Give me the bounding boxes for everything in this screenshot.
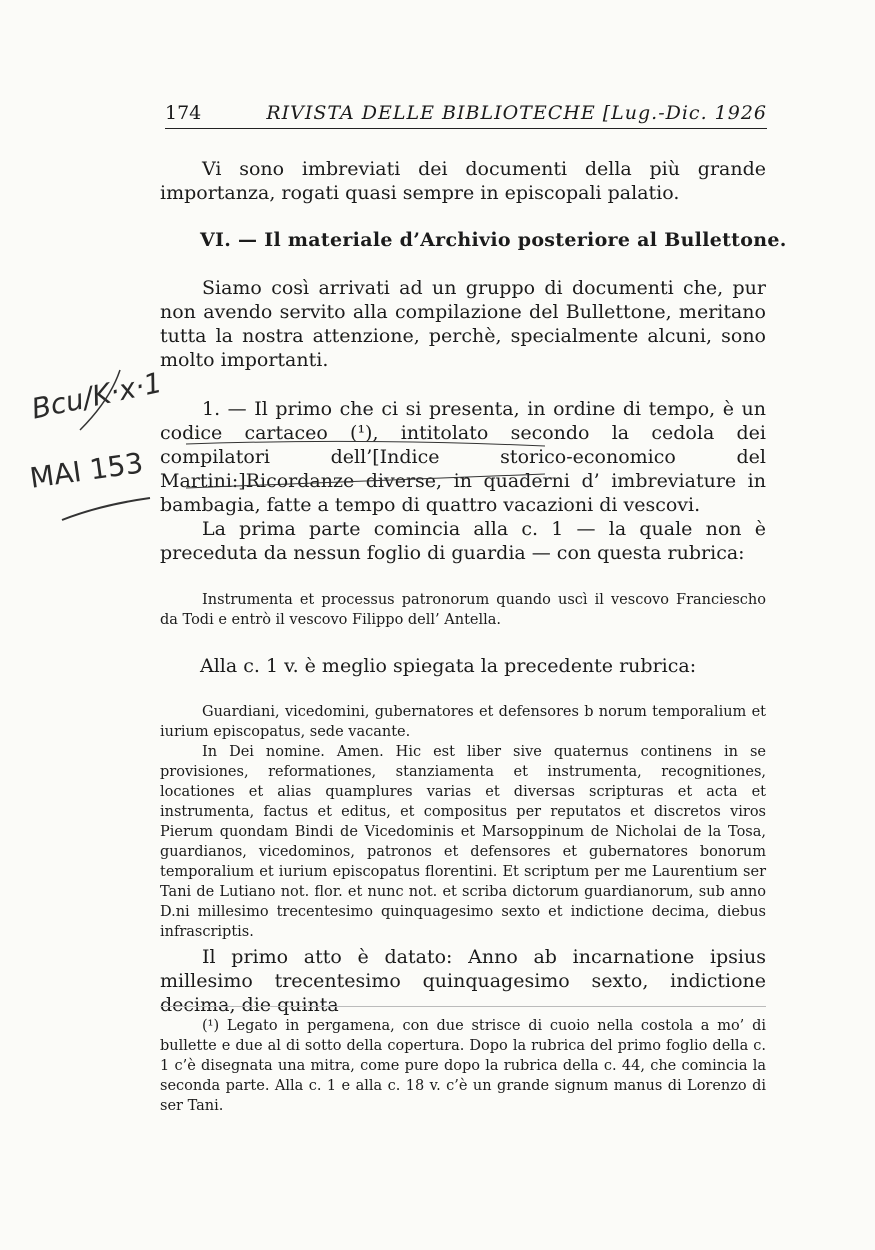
paragraph-1: Vi sono imbreviati dei documenti della più grande importanza, rogati quasi sempre in episcopali palatio. <box>160 158 766 204</box>
running-title: RIVISTA DELLE BIBLIOTECHE [Lug.-Dic. 1926 <box>266 102 767 124</box>
handwritten-note-number: MAI 153 <box>27 446 146 495</box>
paragraph-5: Alla c. 1 v. è meglio spiegata la precedente rubrica: <box>200 655 697 677</box>
running-header <box>165 98 767 129</box>
page-number: 174 <box>165 102 202 124</box>
footnote-separator <box>160 1006 766 1007</box>
paragraph-6: Il primo atto è datato: Anno ab incarnatione ipsius millesimo trecentesimo quinquagesimo sexto, indictione decima, die quinta <box>160 946 766 1016</box>
paragraph-3: 1. — Il primo che ci si presenta, in ordine di tempo, è un codice cartaceo (¹), intitolato secondo la cedola dei compilatori dell’[Indice storico-economico del Martini:]Ricordanze diverse, in quaderni d’ imbreviature in bambagia, fatte a tempo di quattro vacazioni di vescovi. <box>160 398 766 516</box>
paragraph-4: La prima parte comincia alla c. 1 — la quale non è preceduta da nessun foglio di guardia — con questa rubrica: <box>160 518 766 564</box>
handwritten-note-shelfmark: Bcu/K·x·1 <box>28 365 165 426</box>
paragraph-2: Siamo così arrivati ad un gruppo di documenti che, pur non avendo servito alla compilazione del Bullettone, meritano tutta la nostra attenzione, perchè, specialmente alcuni, sono molto importanti. <box>160 277 766 371</box>
quote-latin: In Dei nomine. Amen. Hic est liber sive quaternus continens in se provisiones, reformationes, stanziamenta et instrumenta, recognitiones, locationes et alias quamplures varias et diversas scripturas et acta et instrumenta, factus et editus, et compositus per reputatos et discretos viros Pierum quondam Bindi de Vicedominis et Marsoppinum de Nicholai de la Tosa, guardianos, vicedominos, patronos et defensores et gubernatores bonorum temporalium et iurium episcopatus florentini. Et scriptum per me Laurentium ser Tani de Lutiano not. flor. et nunc not. et scriba dictorum guardianorum, sub anno D.ni millesimo trecentesimo quinquagesimo sexto et indictione decima, diebus infrascriptis. <box>160 744 766 940</box>
section-heading: VI. — Il materiale d’Archivio posteriore al Bullettone. <box>200 229 787 251</box>
quote-guardiani: Guardiani, vicedomini, gubernatores et defensores b norum temporalium et iurium episcopatus, sede vacante. <box>160 704 766 740</box>
footnote: (¹) Legato in pergamena, con due strisce di cuoio nella costola a mo’ di bullette e due al di sotto della copertura. Dopo la rubrica del primo foglio della c. 1 c’è disegnata una mitra, come pure dopo la rubrica della c. 44, che comincia la seconda parte. Alla c. 1 e alla c. 18 v. c’è un grande signum manus di Lorenzo di ser Tani. <box>160 1018 766 1114</box>
quote-rubric: Instrumenta et processus patronorum quando uscì il vescovo Francieschо da Todi e entrò il vescovo Filippo dell’ Antella. <box>160 592 766 628</box>
